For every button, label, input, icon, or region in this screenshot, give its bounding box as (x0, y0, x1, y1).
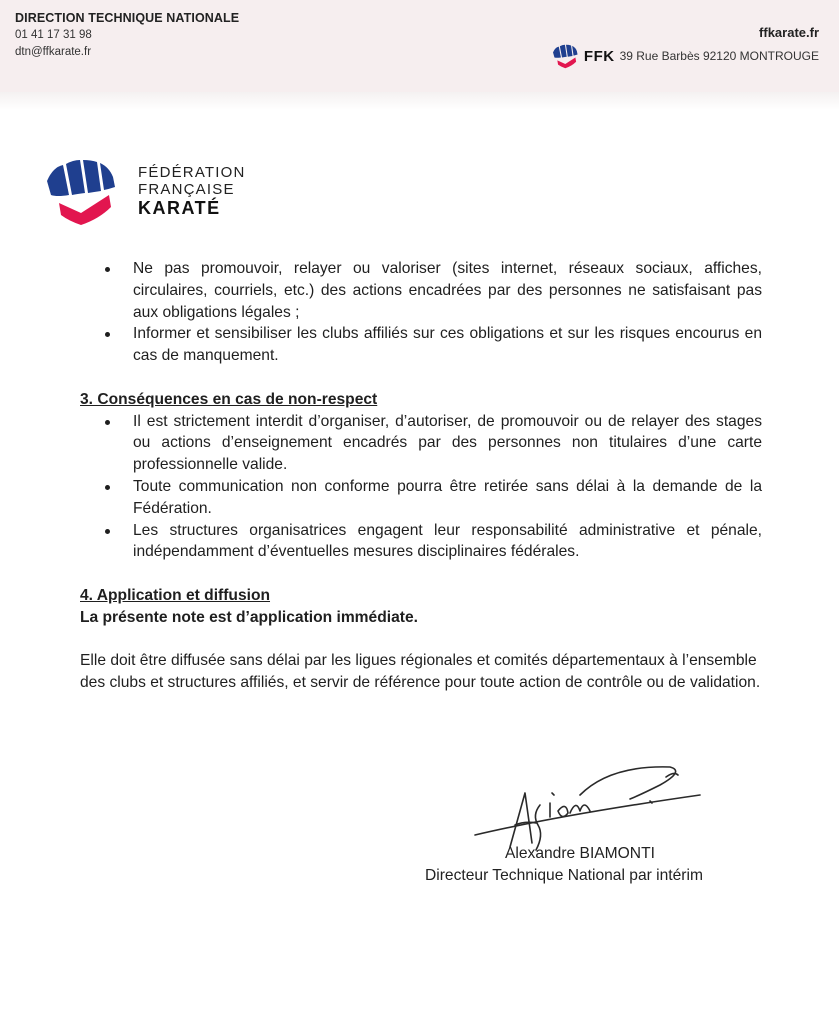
section-4-paragraph: Elle doit être diffusée sans délai par les ligues régionales et comités départementaux à l’ensemble des clubs et structures affiliés, et servir de référence pour toute action de contrôle ou de validation. (80, 652, 761, 692)
bullet-item: Informer et sensibiliser les clubs affiliés sur ces obligations et sur les risques encourus en cas de manquement. (80, 323, 762, 367)
federation-logo (42, 155, 246, 227)
website: ffkarate.fr (759, 25, 819, 40)
address-block (551, 24, 819, 69)
address-row (551, 43, 819, 69)
logo-line-karate: KARATÉ (138, 198, 221, 218)
contact-block (15, 10, 239, 61)
header-divider (0, 92, 839, 110)
section-3-title: 3. Conséquences en cas de non-respect (80, 390, 378, 408)
postal-address: 39 Rue Barbès 92120 MONTROUGE (619, 49, 819, 63)
bullet-item: Toute communication non conforme pourra être retirée sans délai à la demande de la Fédération. (80, 476, 762, 520)
karate-fist-logo-icon (42, 155, 124, 227)
bullet-item: Les structures organisatrices engagent leur responsabilité administrative et pénale, indépendamment d’éventuelles mesures disciplinaires fédérales. (80, 520, 762, 564)
document-body (80, 258, 762, 694)
logo-line-federation: FÉDÉRATION (138, 164, 246, 181)
bullet-item: Il est strictement interdit d’organiser, d’autoriser, de promouvoir ou de relayer des stages ou actions d’enseignement encadrés par des personnes non titulaires d’une carte professionnelle valide. (80, 411, 762, 476)
phone-number: 01 41 17 31 98 (15, 29, 92, 41)
bullet-item: Ne pas promouvoir, relayer ou valoriser (sites internet, réseaux sociaux, affiches, circulaires, courriels, etc.) des actions encadrées par des personnes ne satisfaisant pas aux obligations légales ; (80, 258, 762, 323)
logo-wordmark (138, 164, 246, 218)
logo-line-francaise: FRANÇAISE (138, 181, 235, 198)
signatory-title: Directeur Technique National par intérim (425, 867, 703, 884)
section-4-title: 4. Application et diffusion (80, 586, 271, 604)
email-address: dtn@ffkarate.fr (15, 46, 92, 58)
signatory-name: Alexandre BIAMONTI (505, 845, 655, 862)
handwritten-signature (470, 755, 710, 855)
brand-short: FFK (583, 47, 615, 65)
intro-bullet-list (80, 258, 762, 367)
letterhead-header (0, 0, 839, 104)
section-4-emphasis: La présente note est d’application immédiate. (80, 608, 418, 626)
department-name: DIRECTION TECHNIQUE NATIONALE (15, 11, 240, 25)
section-3-bullet-list (80, 411, 762, 564)
ffk-small-logo-icon (551, 43, 581, 69)
